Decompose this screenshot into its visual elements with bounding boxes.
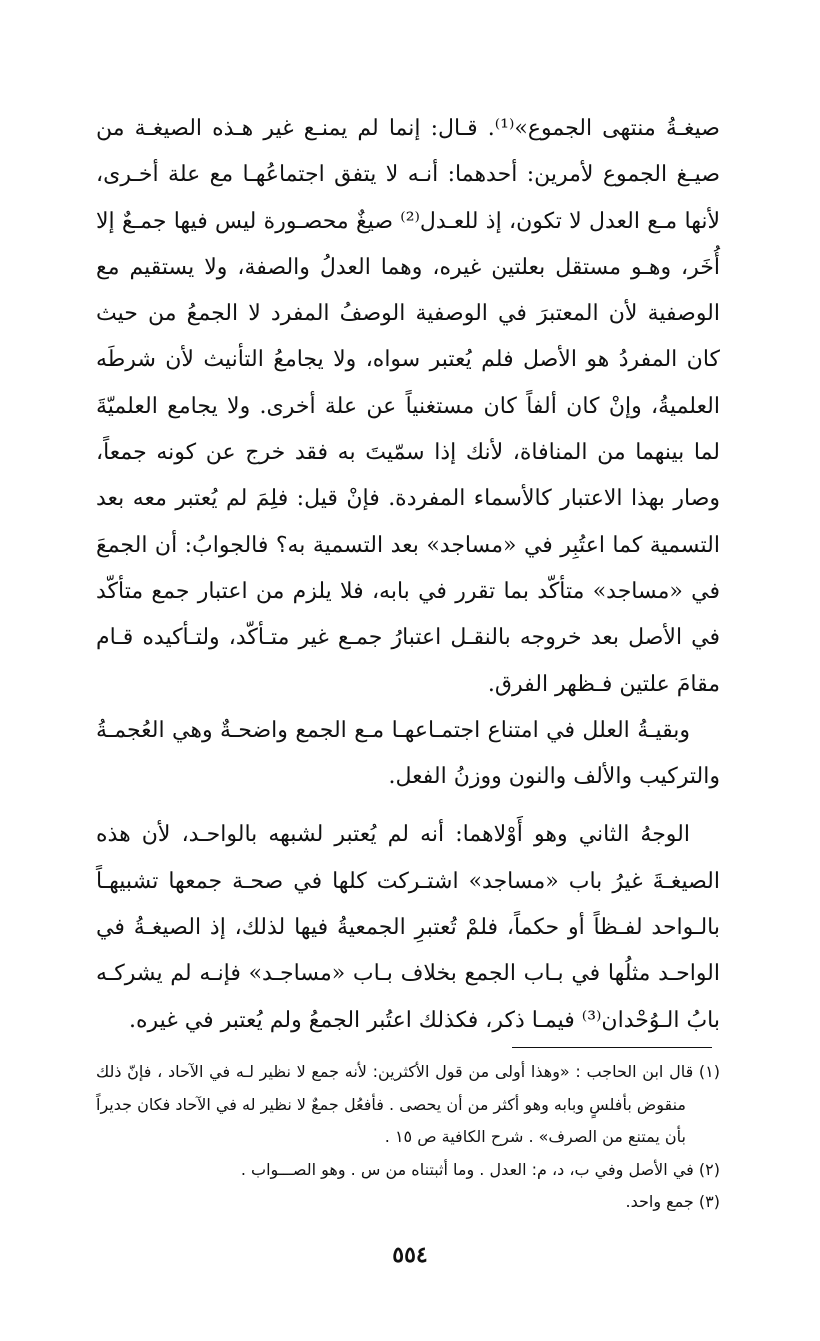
paragraph-1: صيغـةُ منتهى الجموع»⁽¹⁾. قـال: إنما لم يمنـع غير هـذه الصيغـة من صيـغ الجموع لأمرين: أحدهما: أنـه لا يتفق اجتماعُهـا مع علة أخـرى، لأنها مـع العدل لا تكون، إذ للعـدل⁽²⁾ صيغٌ محصـورة ليس فيها جمـعٌ إلا أُخَر، وهـو مستقل بعلتين غيره، وهما العدلُ والصفة، ولا يستقيم مع الوصفية لأن المعتبرَ في الوصفية الوصفُ المفرد لا الجمعُ من حيث كان المفردُ هو الأصل فلم يُعتبر سواه، ولا يجامعُ التأنيث لأن شرطَه العلميةُ، وإنْ كان ألفاً كان مستغنياً عن علة أخرى. ولا يجامع العلميّةَ لما بينهما من المنافاة، لأنك إذا سمّيتَ به فقد خرج عن كونه جمعاً، وصار بهذا الاعتبار كالأسماء المفردة. فإنْ قيل: فلِمَ لم يُعتبر معه بعد التسمية كما اعتُبِر في «مساجد» بعد التسمية به؟ فالجوابُ: أن الجمعَ في «مساجد» متأكّد بما تقرر في بابه، فلا يلزم من اعتبار جمع متأكّد في الأصل بعد خروجه بالنقـل اعتبارُ جمـع غير متـأكّد، ولتـأكيده قـام مقامَ علتين فـظهر الفرق. — [96, 116, 720, 697]
paragraph-3: الوجهُ الثاني وهو أَوْلاهما: أنه لم يُعتبر لشبهه بالواحـد، لأن هذه الصيغـةَ غيرُ باب «مساجد» اشتـركت كلها في صحـة جمعها تشبيهـاً بالـواحد لفـظاً أو حكماً، فلمْ تُعتبرِ الجمعيةُ فيها لذلك، إذ الصيغـةُ في الواحـد مثلُها في بـاب الجمع بخلاف بـاب «مساجـد» فإنـه لم يشركـه بابُ الـوُحْدان⁽³⁾ فيمـا ذكر، فكذلك اعتُبر الجمعُ ولم يُعتبر في غيره. — [96, 822, 720, 1033]
footnote-separator — [512, 1047, 712, 1048]
footnote-2: (٢) في الأصل وفي ب، د، م: العدل . وما أثبتناه من س . وهو الصـــواب . — [240, 1159, 720, 1179]
page-number: ٥٥٤ — [392, 1242, 428, 1268]
footnote-3: (٣) جمع واحد. — [625, 1192, 720, 1211]
main-text-block — [96, 106, 720, 1044]
footnotes-block — [96, 1056, 720, 1219]
footnote-1: (١) قال ابن الحاجب : «وهذا أولى من قول الأكثرين: لأنه جمع لا نظير لـه في الآحاد ، فإنّ ذلك منقوض بأفلسٍ وبابه وهو أكثر من أن يحصى . فأفعُل جمعٌ لا نظير له في الآحاد فكان جديراً بأن يمتنع من الصرف» . شرح الكافية ص ١٥ . — [96, 1062, 720, 1146]
paragraph-2: وبقيـةُ العلل في امتناع اجتمـاعهـا مـع الجمع واضحـةٌ وهي العُجمـةُ والتركيب والألف والنون ووزنُ الفعل. — [96, 717, 720, 790]
